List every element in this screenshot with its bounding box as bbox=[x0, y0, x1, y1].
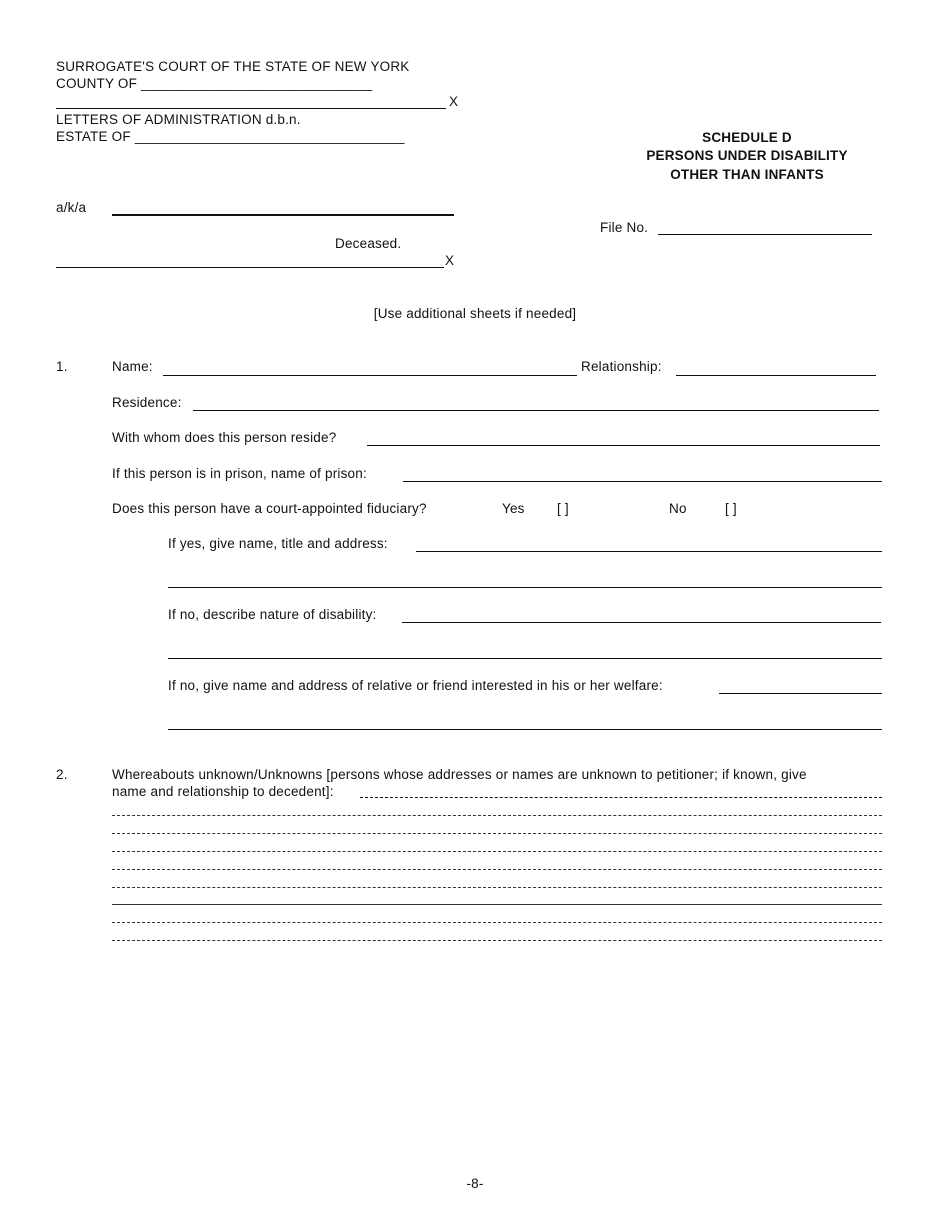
prison-field[interactable] bbox=[403, 481, 882, 482]
prison-label: If this person is in prison, name of prison: bbox=[112, 466, 367, 481]
estate-label: ESTATE OF bbox=[56, 129, 131, 144]
if-yes-field-1[interactable] bbox=[416, 551, 882, 552]
unknowns-line[interactable] bbox=[112, 940, 882, 941]
relationship-field[interactable] bbox=[676, 375, 876, 376]
county-blank: ______________________________ bbox=[141, 76, 373, 91]
unknowns-line[interactable] bbox=[112, 922, 882, 923]
yes-checkbox[interactable]: [ ] bbox=[557, 501, 569, 516]
estate-row bbox=[56, 128, 405, 145]
if-no-relative-label: If no, give name and address of relative or friend interested in his or her welfare: bbox=[168, 678, 663, 693]
caption-x-top: X bbox=[449, 94, 459, 109]
unknowns-line[interactable] bbox=[112, 833, 882, 834]
no-checkbox[interactable]: [ ] bbox=[725, 501, 737, 516]
disability-field-1[interactable] bbox=[402, 622, 881, 623]
unknowns-text-line-2: name and relationship to decedent]: bbox=[112, 784, 334, 799]
disability-field-2[interactable] bbox=[168, 658, 882, 659]
residence-field[interactable] bbox=[193, 410, 879, 411]
name-label: Name: bbox=[112, 359, 153, 374]
if-yes-field-2[interactable] bbox=[168, 587, 882, 588]
relative-field-2[interactable] bbox=[168, 729, 882, 730]
court-title: SURROGATE'S COURT OF THE STATE OF NEW YORK bbox=[56, 59, 410, 74]
unknowns-field-0[interactable] bbox=[360, 797, 882, 798]
unknowns-line[interactable] bbox=[112, 887, 882, 888]
page-number: -8- bbox=[466, 1176, 484, 1191]
if-yes-label: If yes, give name, title and address: bbox=[168, 536, 388, 551]
aka-label: a/k/a bbox=[56, 200, 87, 215]
fiduciary-question: Does this person have a court-appointed fiduciary? bbox=[112, 501, 427, 516]
county-label: COUNTY OF bbox=[56, 76, 138, 91]
relative-field-1[interactable] bbox=[719, 693, 882, 694]
reside-with-label: With whom does this person reside? bbox=[112, 430, 337, 445]
name-field[interactable] bbox=[163, 375, 577, 376]
aka-field[interactable] bbox=[112, 214, 454, 216]
residence-label: Residence: bbox=[112, 395, 182, 410]
unknowns-line[interactable] bbox=[112, 851, 882, 852]
county-row bbox=[56, 75, 372, 92]
unknowns-line[interactable] bbox=[112, 815, 882, 816]
no-label: No bbox=[669, 501, 687, 516]
unknowns-line[interactable] bbox=[112, 869, 882, 870]
yes-label: Yes bbox=[502, 501, 525, 516]
proceeding-title: LETTERS OF ADMINISTRATION d.b.n. bbox=[56, 112, 301, 127]
schedule-subtitle-2: OTHER THAN INFANTS bbox=[670, 167, 824, 182]
additional-sheets-note: [Use additional sheets if needed] bbox=[373, 306, 577, 321]
if-no-disability-label: If no, describe nature of disability: bbox=[168, 607, 377, 622]
reside-with-field[interactable] bbox=[367, 445, 880, 446]
caption-x-bottom: X bbox=[445, 253, 455, 268]
item-1-number: 1. bbox=[56, 359, 68, 374]
relationship-label: Relationship: bbox=[581, 359, 662, 374]
deceased-label: Deceased. bbox=[335, 236, 402, 251]
caption-bottom-rule bbox=[56, 267, 444, 268]
schedule-subtitle-1: PERSONS UNDER DISABILITY bbox=[646, 148, 848, 163]
file-no-label: File No. bbox=[600, 220, 649, 235]
file-no-field[interactable] bbox=[658, 234, 872, 235]
schedule-title: SCHEDULE D bbox=[702, 130, 792, 145]
unknowns-line[interactable] bbox=[112, 904, 882, 905]
item-2-number: 2. bbox=[56, 767, 68, 782]
estate-blank: ___________________________________ bbox=[134, 129, 405, 144]
caption-top-rule bbox=[56, 108, 446, 109]
unknowns-text-line-1: Whereabouts unknown/Unknowns [persons whose addresses or names are unknown to petitioner; if known, give bbox=[112, 767, 807, 782]
